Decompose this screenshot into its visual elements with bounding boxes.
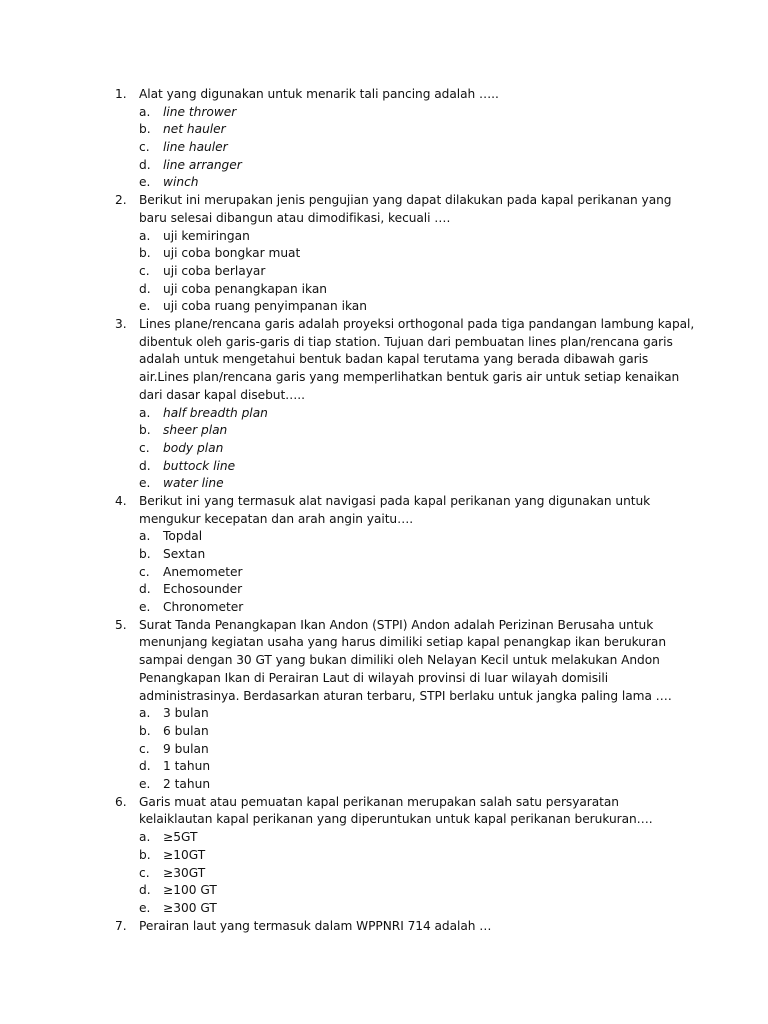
option-letter: a. bbox=[139, 706, 151, 721]
option-text: Topdal bbox=[163, 529, 203, 544]
option-text: ≥300 GT bbox=[163, 900, 217, 915]
option-letter: a. bbox=[139, 830, 151, 845]
option-text: 2 tahun bbox=[163, 777, 211, 792]
option-text: half breadth plan bbox=[163, 405, 268, 420]
question-number: 4. bbox=[115, 493, 127, 508]
option-text: line hauler bbox=[163, 140, 228, 155]
option-letter: b. bbox=[139, 547, 151, 562]
question-4-option-4 bbox=[139, 581, 695, 599]
option-text: water line bbox=[163, 476, 224, 491]
option-letter: d. bbox=[139, 281, 151, 296]
question-2-option-3 bbox=[139, 263, 695, 281]
option-letter: c. bbox=[139, 865, 150, 880]
option-letter: d. bbox=[139, 157, 151, 172]
question-1-option-4 bbox=[139, 157, 695, 175]
question-text: Berikut ini yang termasuk alat navigasi pada kapal perikanan yang digunakan untuk mengukur kecepatan dan arah angin yaitu…. bbox=[139, 493, 651, 526]
option-text: 1 tahun bbox=[163, 759, 211, 774]
question-number: 3. bbox=[115, 316, 127, 331]
option-text: 9 bulan bbox=[163, 741, 209, 756]
question-6-option-1 bbox=[139, 829, 695, 847]
option-letter: e. bbox=[139, 777, 151, 792]
question-5 bbox=[115, 617, 695, 794]
question-number: 7. bbox=[115, 918, 127, 933]
option-text: ≥5GT bbox=[163, 830, 198, 845]
answer-options bbox=[139, 829, 695, 917]
option-letter: e. bbox=[139, 900, 151, 915]
option-text: Anemometer bbox=[163, 564, 243, 579]
option-text: body plan bbox=[163, 440, 224, 455]
option-letter: a. bbox=[139, 405, 151, 420]
option-letter: e. bbox=[139, 476, 151, 491]
question-3-option-1 bbox=[139, 405, 695, 423]
question-7 bbox=[115, 918, 695, 936]
question-2-option-1 bbox=[139, 228, 695, 246]
question-6-option-5 bbox=[139, 900, 695, 918]
option-text: line thrower bbox=[163, 104, 237, 119]
question-text: Perairan laut yang termasuk dalam WPPNRI 714 adalah … bbox=[139, 918, 492, 933]
question-4-option-1 bbox=[139, 528, 695, 546]
question-2-option-5 bbox=[139, 298, 695, 316]
option-letter: c. bbox=[139, 140, 150, 155]
option-text: 6 bulan bbox=[163, 723, 209, 738]
option-text: uji coba ruang penyimpanan ikan bbox=[163, 299, 367, 314]
question-5-option-2 bbox=[139, 723, 695, 741]
question-3-option-2 bbox=[139, 422, 695, 440]
question-text: Surat Tanda Penangkapan Ikan Andon (STPI) Andon adalah Perizinan Berusaha untuk menunjang kegiatan usaha yang harus dimiliki setiap kapal penangkap ikan berukuran sampai dengan 30 GT yang bukan dimiliki oleh Nelayan Kecil untuk melakukan Andon Penangkapan Ikan di Perairan Laut di wilayah provinsi di luar wilayah domisili administrasinya. Berdasarkan aturan terbaru, STPI berlaku untuk jangka paling lama …. bbox=[139, 617, 672, 703]
option-letter: b. bbox=[139, 122, 151, 137]
option-text: net hauler bbox=[163, 122, 226, 137]
option-letter: d. bbox=[139, 458, 151, 473]
answer-options bbox=[139, 228, 695, 316]
option-text: Sextan bbox=[163, 547, 206, 562]
question-3 bbox=[115, 316, 695, 493]
question-5-option-1 bbox=[139, 705, 695, 723]
answer-options bbox=[139, 104, 695, 192]
option-text: sheer plan bbox=[163, 423, 228, 438]
option-letter: c. bbox=[139, 564, 150, 579]
question-3-option-5 bbox=[139, 475, 695, 493]
option-letter: b. bbox=[139, 723, 151, 738]
question-text: Lines plane/rencana garis adalah proyeksi orthogonal pada tiga pandangan lambung kapal, dibentuk oleh garis-garis di tiap station. Tujuan dari pembuatan lines plan/rencana garis adalah untuk mengetahui bentuk badan kapal terutama yang berada dibawah garis air.Lines plan/rencana garis yang memperlihatkan bentuk garis air untuk setiap kenaikan dari dasar kapal disebut….. bbox=[139, 316, 695, 402]
question-number: 5. bbox=[115, 617, 127, 632]
answer-options bbox=[139, 405, 695, 493]
option-text: uji coba penangkapan ikan bbox=[163, 281, 328, 296]
question-3-option-3 bbox=[139, 440, 695, 458]
question-6 bbox=[115, 794, 695, 918]
option-letter: b. bbox=[139, 847, 151, 862]
question-text: Garis muat atau pemuatan kapal perikanan merupakan salah satu persyaratan kelaiklautan kapal perikanan yang diperuntukan untuk kapal perikanan berukuran…. bbox=[139, 794, 653, 827]
option-letter: c. bbox=[139, 741, 150, 756]
question-4-option-3 bbox=[139, 564, 695, 582]
option-letter: a. bbox=[139, 529, 151, 544]
option-text: buttock line bbox=[163, 458, 236, 473]
option-letter: c. bbox=[139, 440, 150, 455]
option-letter: a. bbox=[139, 228, 151, 243]
option-letter: e. bbox=[139, 175, 151, 190]
option-letter: d. bbox=[139, 759, 151, 774]
option-text: ≥100 GT bbox=[163, 883, 217, 898]
option-text: uji kemiringan bbox=[163, 228, 250, 243]
question-1-option-5 bbox=[139, 174, 695, 192]
question-list bbox=[115, 86, 695, 935]
option-text: ≥10GT bbox=[163, 847, 206, 862]
question-1-option-3 bbox=[139, 139, 695, 157]
question-number: 1. bbox=[115, 87, 127, 101]
answer-options bbox=[139, 705, 695, 793]
option-text: ≥30GT bbox=[163, 865, 206, 880]
option-letter: e. bbox=[139, 299, 151, 314]
option-letter: d. bbox=[139, 883, 151, 898]
option-letter: a. bbox=[139, 104, 151, 119]
question-2-option-4 bbox=[139, 281, 695, 299]
option-text: uji coba berlayar bbox=[163, 263, 266, 278]
question-number: 2. bbox=[115, 193, 127, 208]
question-6-option-2 bbox=[139, 847, 695, 865]
question-2-option-2 bbox=[139, 245, 695, 263]
question-number: 6. bbox=[115, 794, 127, 809]
answer-options bbox=[139, 528, 695, 616]
question-5-option-5 bbox=[139, 776, 695, 794]
option-text: 3 bulan bbox=[163, 706, 209, 721]
option-letter: b. bbox=[139, 246, 151, 261]
option-text: Echosounder bbox=[163, 582, 243, 597]
option-letter: c. bbox=[139, 263, 150, 278]
question-1-option-1 bbox=[139, 104, 695, 122]
option-letter: e. bbox=[139, 600, 151, 615]
question-1-option-2 bbox=[139, 121, 695, 139]
question-5-option-3 bbox=[139, 741, 695, 759]
question-1 bbox=[115, 86, 695, 192]
question-6-option-3 bbox=[139, 865, 695, 883]
question-2 bbox=[115, 192, 695, 316]
option-text: line arranger bbox=[163, 157, 242, 172]
option-text: uji coba bongkar muat bbox=[163, 246, 301, 261]
option-text: winch bbox=[163, 175, 199, 190]
question-text: Alat yang digunakan untuk menarik tali pancing adalah ….. bbox=[139, 87, 499, 101]
question-4-option-2 bbox=[139, 546, 695, 564]
question-text: Berikut ini merupakan jenis pengujian yang dapat dilakukan pada kapal perikanan yang baru selesai dibangun atau dimodifikasi, kecuali …. bbox=[139, 193, 672, 225]
option-letter: d. bbox=[139, 582, 151, 597]
option-letter: b. bbox=[139, 423, 151, 438]
question-4-option-5 bbox=[139, 599, 695, 617]
question-6-option-4 bbox=[139, 882, 695, 900]
question-3-option-4 bbox=[139, 458, 695, 476]
option-text: Chronometer bbox=[163, 600, 244, 615]
question-4 bbox=[115, 493, 695, 617]
question-5-option-4 bbox=[139, 758, 695, 776]
